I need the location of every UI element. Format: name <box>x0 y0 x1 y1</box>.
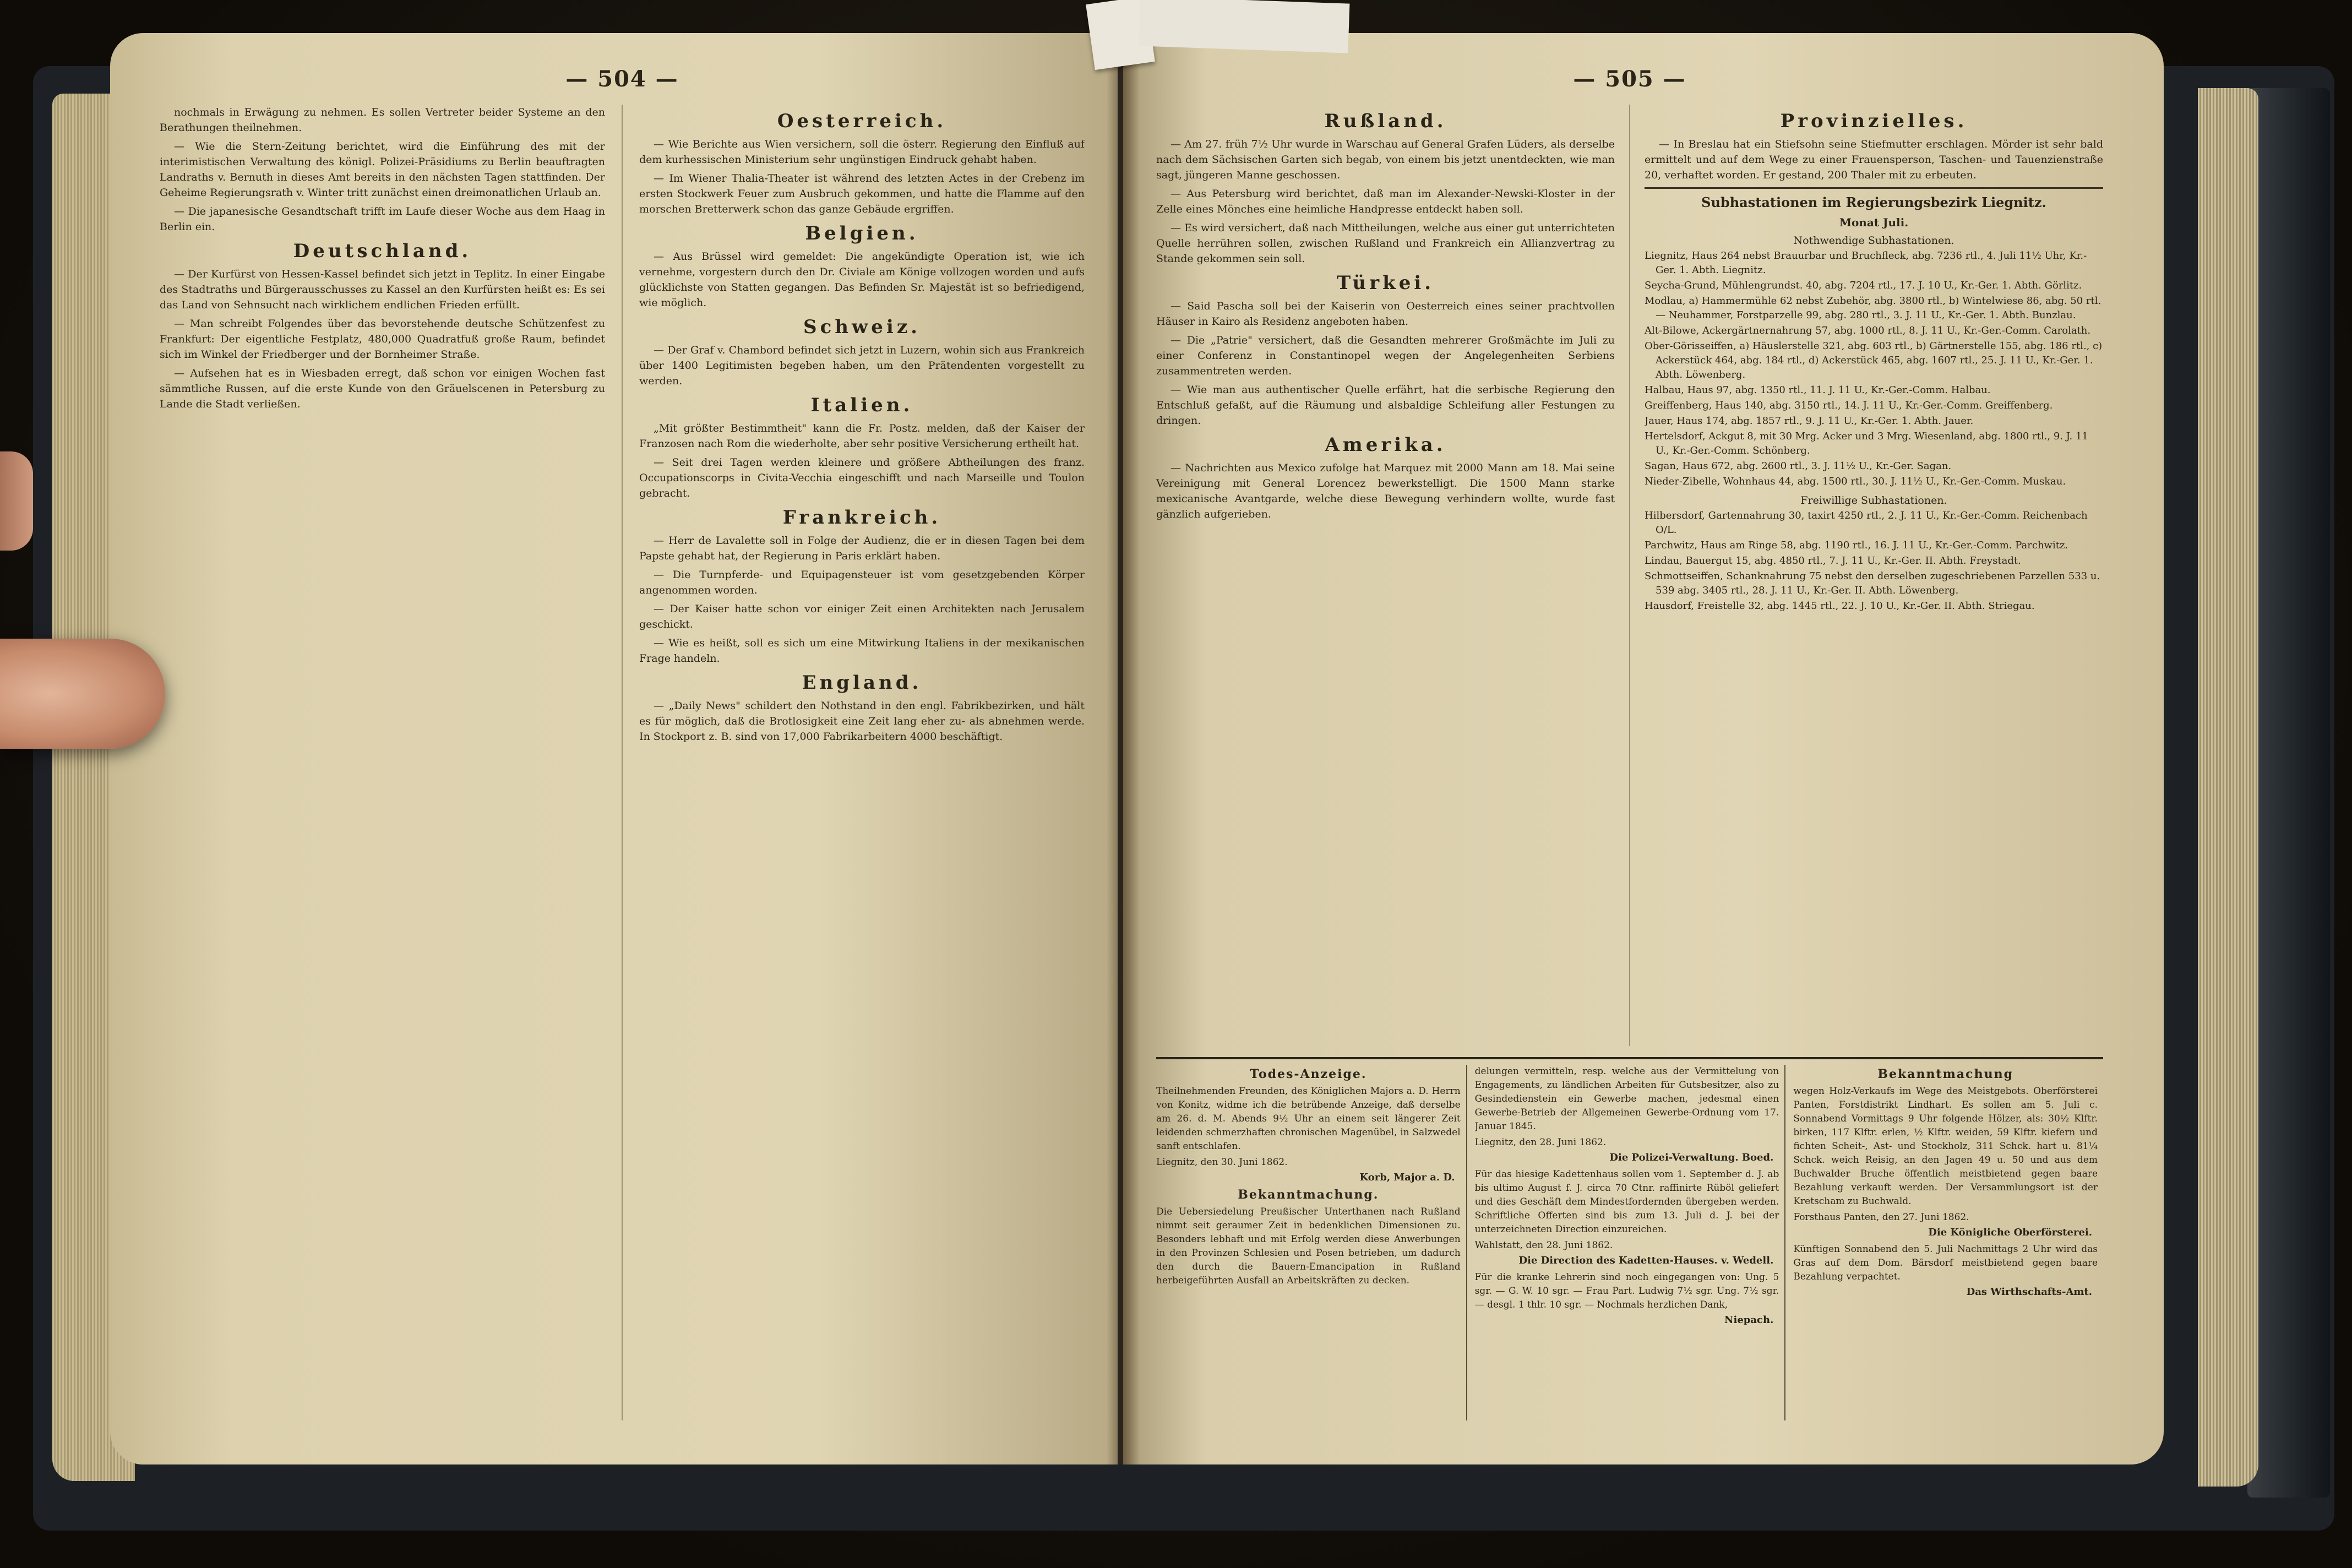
article-paragraph: — Aufsehen hat es in Wiesbaden erregt, daß schon vor einigen Wochen fast sämmtliche Russen, auf die erste Kunde von den Gräuelscenen in Petersburg zu Lande die Stadt verließen. <box>160 367 605 410</box>
death-notice-text: Theilnehmenden Freunden, des Königlichen Majors a. D. Herrn von Konitz, widme ich die betrübende Anzeige, daß derselbe am 26. d. M. Abends 9½ Uhr an einem seit längerer Zeit leidenden schmerzhaften chronischen Magenübel, in Salzwedel sanft entschlafen. <box>1156 1086 1461 1152</box>
auction-heading: Subhastationen im Regierungsbezirk Liegnitz. <box>1701 194 2046 210</box>
article-paragraph: — Wie es heißt, soll es sich um eine Mitwirkung Italiens in der mexikanischen Frage handeln. <box>639 637 1085 665</box>
right-page[interactable] <box>1123 33 2164 1464</box>
section-heading-italy: Italien. <box>810 394 913 416</box>
left-page-content <box>160 66 1085 1420</box>
notice-signature: Die Polizei-Verwaltung. Boed. <box>1609 1152 1774 1163</box>
auction-entry: Nieder-Zibelle, Wohnhaus 44, abg. 1500 rtl., 30. J. 11½ U., Kr.-Ger.-Comm. Muskau. <box>1645 476 2066 487</box>
article-paragraph: — Aus Brüssel wird gemeldet: Die angekündigte Operation ist, wie ich vernehme, vorgestern durch den Dr. Civiale am Könige vollzogen worden und aufs glücklichste von Statten gegangen. Das Befinden Sr. Majestät ist so befriedigend, wie möglich. <box>639 251 1085 309</box>
right-column-1 <box>1156 105 1615 1046</box>
article-paragraph: — Es wird versichert, daß nach Mittheilungen, welche aus einer gut unterrichteten Quelle herrühren sollen, zwischen Rußland und Frankreich ein Allianzvertrag zu Stande gekommen sein soll. <box>1156 222 1615 265</box>
article-paragraph: — „Daily News" schildert den Nothstand in den engl. Fabrikbezirken, und hält es für möglich, daß die Brotlosigkeit eine Zeit lang eher zu- als abnehmen werde. In Stockport z. B. sind von 17,000 Fabrikarbeitern 4000 beschäftigt. <box>639 700 1085 743</box>
cadet-notice-signature: Die Direction des Kadetten-Hauses. v. Wedell. <box>1518 1255 1774 1266</box>
section-heading-america: Amerika. <box>1325 434 1446 456</box>
right-page-content <box>1156 66 2103 1420</box>
auction-entry: Alt-Bilowe, Ackergärtnernahrung 57, abg. 1000 rtl., 8. J. 11 U., Kr.-Ger.-Comm. Carolath. <box>1645 325 2091 336</box>
article-paragraph: nochmals in Erwägung zu nehmen. Es sollen Vertreter beider Systeme an den Berathungen theilnehmen. <box>160 106 605 134</box>
page-number-right: — 505 — <box>1573 66 1686 92</box>
cadet-notice-place-date: Wahlstatt, den 28. Juni 1862. <box>1474 1240 1613 1251</box>
auction-required-heading: Nothwendige Subhastationen. <box>1793 235 1954 247</box>
article-paragraph: — Said Pascha soll bei der Kaiserin von Oesterreich eines seiner prachtvollen Häuser in Kairo als Residenz angeboten haben. <box>1156 300 1615 328</box>
section-heading-france: Frankreich. <box>782 507 941 529</box>
book-back-cover <box>2247 88 2330 1498</box>
left-column-2 <box>639 105 1085 1420</box>
column-divider <box>1629 105 1630 1046</box>
auction-entry: Liegnitz, Haus 264 nebst Brauurbar und Bruchfleck, abg. 7236 rtl., 4. Juli 11½ Uhr, Kr.-Ger. 1. Abth. Liegnitz. <box>1645 250 2087 276</box>
article-paragraph: — Die Turnpferde- und Equipagensteuer ist vom gesetzgebenden Körper angenommen worden. <box>639 569 1085 596</box>
notice-place-date: Liegnitz, den 28. Juni 1862. <box>1474 1137 1607 1148</box>
article-paragraph: — Nachrichten aus Mexico zufolge hat Marquez mit 2000 Mann am 18. Mai seine Vereinigung mit General Lorencez bewerkstelligt. Die 1500 Mann starke mexicanische Avantgarde, welche diese Bewegung verhindern wollte, wurde fast gänzlich aufgerieben. <box>1156 462 1615 520</box>
thumb-holding-page <box>0 639 165 749</box>
left-page-columns <box>160 105 1085 1420</box>
donation-notice-text: Für die kranke Lehrerin sind noch eingegangen von: Ung. 5 sgr. — G. W. 10 sgr. — Frau Part. Ludwig 7½ sgr. Ung. 7½ sgr. — desgl. 1 thlr. 10 sgr. — Nochmals herzlichen Dank, <box>1474 1272 1779 1310</box>
article-paragraph: — Am 27. früh 7½ Uhr wurde in Warschau auf General Grafen Lüders, als derselbe nach dem Sächsischen Garten sich begab, von einem bis jetzt unentdeckten, wie man sagt, jüngeren Manne geschossen. <box>1156 138 1615 181</box>
section-heading-austria: Oesterreich. <box>777 110 947 132</box>
notice-title: Bekanntmachung. <box>1238 1188 1379 1202</box>
auction-entry: Halbau, Haus 97, abg. 1350 rtl., 11. J. 11 U., Kr.-Ger.-Comm. Halbau. <box>1645 384 1991 396</box>
article-paragraph: „Mit größter Bestimmtheit" kann die Fr. Postz. melden, daß der Kaiser der Franzosen nach Rom die wiederholte, aber sehr positive Versicherung ertheilt hat. <box>639 422 1085 450</box>
notice-continued-text: delungen vermitteln, resp. welche aus der Vermittelung von Engagements, zu ländlichen Arbeiten für Gutsbesitzer, also zu Gesindedienstein ein Gewerbe machen, jedesmal einen Gewerbe-Betrieb der Allgemeinen Gewerbe-Ordnung vom 17. Januar 1845. <box>1474 1066 1779 1132</box>
column-divider <box>622 105 623 1420</box>
article-paragraph: — Wie man aus authentischer Quelle erfährt, hat die serbische Regierung den Entschluß gefaßt, auf die Räumung und alsbaldige Schleifung aller Festungen zu dringen. <box>1156 384 1615 427</box>
book-gutter <box>1107 33 1140 1464</box>
auction-voluntary-heading: Freiwillige Subhastationen. <box>1800 494 1947 507</box>
article-paragraph: — Man schreibt Folgendes über das bevorstehende deutsche Schützenfest zu Frankfurt: Der eigentliche Festplatz, 480,000 Quadratfuß große Raum, befindet sich im Winkel der Friedberger und der Bornheimer Straße. <box>160 318 605 361</box>
article-paragraph: — Die „Patrie" versichert, daß die Gesandten mehrerer Großmächte im Juli zu einer Conferenz in Constantinopel wegen der Angelegenheiten Serbiens zusammentreten werden. <box>1156 334 1615 377</box>
section-heading-provincial: Provinzielles. <box>1780 110 1968 132</box>
section-heading-england: England. <box>802 672 922 694</box>
article-paragraph: — Wie Berichte aus Wien versichern, soll die österr. Regierung den Einfluß auf dem kurhessischen Ministerium sehr ungünstigen Eindruck gehabt haben. <box>639 138 1085 166</box>
paper-bookmark-2 <box>1139 0 1350 53</box>
auction-entry: Seycha-Grund, Mühlengrundst. 40, abg. 7204 rtl., 17. J. 10 U., Kr.-Ger. 1. Abth. Görlitz. <box>1645 280 2082 291</box>
forest-notice-text: wegen Holz-Verkaufs im Wege des Meistgebots. Oberförsterei Panten, Forstdistrikt Lindhart. Es sollen am 5. Juli c. Sonnabend Vormittags 9 Uhr folgende Hölzer, als: 30½ Klftr. birken, 117 Klftr. erlen, ½ Klftr. weiden, 59 Klftr. kiefern und fichten Scheit-, Ast- und Stockholz, 311 Schck. hart u. 81¼ Schck. weich Reisig, an den Jagen 49 u. 50 und aus dem Buchwalder Bruche öffentlich meistbietend gegen baare Bezahlung verkauft werden. Der Versammlungsort ist der Kretscham zu Buchwald. <box>1793 1086 2098 1207</box>
right-page-columns <box>1156 105 2103 1046</box>
finger-top-left <box>0 451 33 551</box>
auction-entry: Sagan, Haus 672, abg. 2600 rtl., 3. J. 11½ U., Kr.-Ger. Sagan. <box>1645 460 1952 472</box>
death-notice-signature: Korb, Major a. D. <box>1359 1172 1455 1183</box>
left-column-1 <box>160 105 605 1420</box>
article-paragraph: — Aus Petersburg wird berichtet, daß man im Alexander-Newski-Kloster in der Zelle eines Mönches eine heimliche Handpresse entdeckt haben soll. <box>1156 188 1615 215</box>
auction-entry: Schmottseiffen, Schanknahrung 75 nebst den derselben zugeschriebenen Parzellen 533 u. 539 abg. 3405 rtl., 28. J. 11 U., Kr.-Ger. II. Abth. Löwenberg. <box>1645 570 2100 596</box>
section-heading-germany: Deutschland. <box>293 240 472 262</box>
right-column-2 <box>1645 105 2103 1046</box>
article-paragraph: — Der Kurfürst von Hessen-Kassel befindet sich jetzt in Teplitz. In einer Eingabe des Stadtraths und Bürgerausschusses zu Kassel an den Kurfürsten heißt es: Es sei das Land von Sehnsucht nach wirklichem endlichen Frieden erfüllt. <box>160 268 605 311</box>
death-notice-title: Todes-Anzeige. <box>1250 1067 1367 1081</box>
article-paragraph: — In Breslau hat ein Stiefsohn seine Stiefmutter erschlagen. Mörder ist sehr bald ermittelt und auf dem Wege zu einer Frauensperson, Taschen- und Tauenzienstraße 20, verhaftet worden. Er gestand, 200 Thaler mit zu erbeuten. <box>1645 138 2103 181</box>
article-paragraph: — Die japanesische Gesandtschaft trifft im Laufe dieser Woche aus dem Haag in Berlin ein. <box>160 205 605 233</box>
donation-notice-signature: Niepach. <box>1724 1314 1774 1326</box>
forest-notice-place-date: Forsthaus Panten, den 27. Juni 1862. <box>1793 1212 1969 1223</box>
section-rule <box>1645 187 2103 189</box>
auction-entry: Modlau, a) Hammermühle 62 nebst Zubehör, abg. 3800 rtl., b) Wintelwiese 86, abg. 50 rtl. — Neuhammer, Forstparzelle 99, abg. 280 rtl., 3. J. 11 U., Kr.-Ger. 1. Abth. Bunzlau. <box>1645 295 2101 321</box>
section-heading-russia: Rußland. <box>1324 110 1447 132</box>
grass-auction-text: Künftigen Sonnabend den 5. Juli Nachmittags 2 Uhr wird das Gras auf dem Dom. Bärsdorf meistbietend gegen baare Bezahlung verpachtet. <box>1793 1244 2098 1282</box>
auction-entry: Lindau, Bauergut 15, abg. 4850 rtl., 7. J. 11 U., Kr.-Ger. II. Abth. Freystadt. <box>1645 555 2021 567</box>
notice-column-1 <box>1156 1065 1467 1420</box>
auction-month: Monat Juli. <box>1839 216 1909 229</box>
article-paragraph: — Seit drei Tagen werden kleinere und größere Abtheilungen des franz. Occupationscorps in Civita-Vecchia eingeschifft und nach Marseille und Toulon gebracht. <box>639 456 1085 499</box>
article-paragraph: — Wie die Stern-Zeitung berichtet, wird die Einführung des mit der interimistischen Verwaltung des königl. Polizei-Präsidiums zu Berlin beauftragten Landraths v. Bernuth in dieses Amt bereits in den nächsten Tagen stattfinden. Der Geheime Regierungsrath v. Winter tritt zunächst einen dreimonatlichen Urlaub an. <box>160 140 605 199</box>
article-paragraph: — Im Wiener Thalia-Theater ist während des letzten Actes in der Crebenz im ersten Stockwerk Feuer zum Ausbruch gekommen, und hatte die Flamme auf den morschen Bretterwerk schon das ganze Gebäude ergriffen. <box>639 172 1085 215</box>
article-paragraph: — Der Graf v. Chambord befindet sich jetzt in Luzern, wohin sich aus Frankreich über 1400 Legitimisten begeben haben, um den Prätendenten vorgestellt zu werden. <box>639 344 1085 387</box>
left-page[interactable] <box>110 33 1118 1464</box>
auction-entry: Hausdorf, Freistelle 32, abg. 1445 rtl., 22. J. 10 U., Kr.-Ger. II. Abth. Striegau. <box>1645 600 2035 612</box>
notice-text: Die Uebersiedelung Preußischer Unterthanen nach Rußland nimmt seit geraumer Zeit in bedenklichen Dimensionen zu. Besonders lebhaft und mit Erfolg werden diese Anwerbungen in den Provinzen Schlesien und Posen betrieben, um dadurch den durch die Bauern-Emancipation in Rußland herbeigeführten Ausfall an Arbeitskräften zu decken. <box>1156 1206 1461 1286</box>
death-notice-place-date: Liegnitz, den 30. Juni 1862. <box>1156 1157 1288 1168</box>
forest-notice-title: Bekanntmachung <box>1877 1067 2013 1081</box>
notices-section <box>1156 1057 2103 1420</box>
cadet-notice-text: Für das hiesige Kadettenhaus sollen vom 1. September d. J. ab bis ultimo August f. J. circa 70 Ctnr. raffinirte Rüböl geliefert und dies Geschäft dem Mindestfordernden übergeben werden. Schriftliche Offerten sind bis zum 13. Juli d. J. bei der unterzeichneten Direction einzureichen. <box>1474 1169 1779 1235</box>
auction-entry: Hertelsdorf, Ackgut 8, mit 30 Mrg. Acker und 3 Mrg. Wiesenland, abg. 1800 rtl., 9. J. 11 U., Kr.-Ger.-Comm. Schönberg. <box>1645 431 2088 456</box>
section-heading-belgium: Belgien. <box>805 222 919 244</box>
auction-entry: Hilbersdorf, Gartennahrung 30, taxirt 4250 rtl., 2. J. 11 U., Kr.-Ger.-Comm. Reichenbach O/L. <box>1645 510 2088 536</box>
forest-notice-signature: Die Königliche Oberförsterei. <box>1928 1227 2093 1238</box>
notice-column-3 <box>1793 1065 2103 1420</box>
grass-auction-signature: Das Wirthschafts-Amt. <box>1966 1286 2093 1298</box>
section-heading-switzerland: Schweiz. <box>803 316 921 338</box>
auction-entry: Parchwitz, Haus am Ringe 58, abg. 1190 rtl., 16. J. 11 U., Kr.-Ger.-Comm. Parchwitz. <box>1645 540 2068 551</box>
page-edges-right <box>2198 88 2258 1487</box>
auction-entry: Greiffenberg, Haus 140, abg. 3150 rtl., 14. J. 11 U., Kr.-Ger.-Comm. Greiffenberg. <box>1645 400 2053 411</box>
article-paragraph: — Herr de Lavalette soll in Folge der Audienz, die er in diesen Tagen bei dem Papste gehabt hat, der Regierung in Paris erklärt haben. <box>639 535 1085 562</box>
auction-entry: Ober-Görisseiffen, a) Häuslerstelle 321, abg. 603 rtl., b) Gärtnerstelle 155, abg. 186 rtl., c) Ackerstück 464, abg. 184 rtl., d) Ackerstück 465, abg. 1607 rtl., 25. J. 11 U., Kr.-Ger. 1. Abth. Löwenberg. <box>1645 340 2103 380</box>
article-paragraph: — Der Kaiser hatte schon vor einiger Zeit einen Architekten nach Jerusalem geschickt. <box>639 603 1085 630</box>
notice-column-2 <box>1475 1065 1786 1420</box>
page-number-left: — 504 — <box>565 66 679 92</box>
auction-entry: Jauer, Haus 174, abg. 1857 rtl., 9. J. 11 U., Kr.-Ger. 1. Abth. Jauer. <box>1645 415 1974 427</box>
section-heading-turkey: Türkei. <box>1336 272 1435 294</box>
